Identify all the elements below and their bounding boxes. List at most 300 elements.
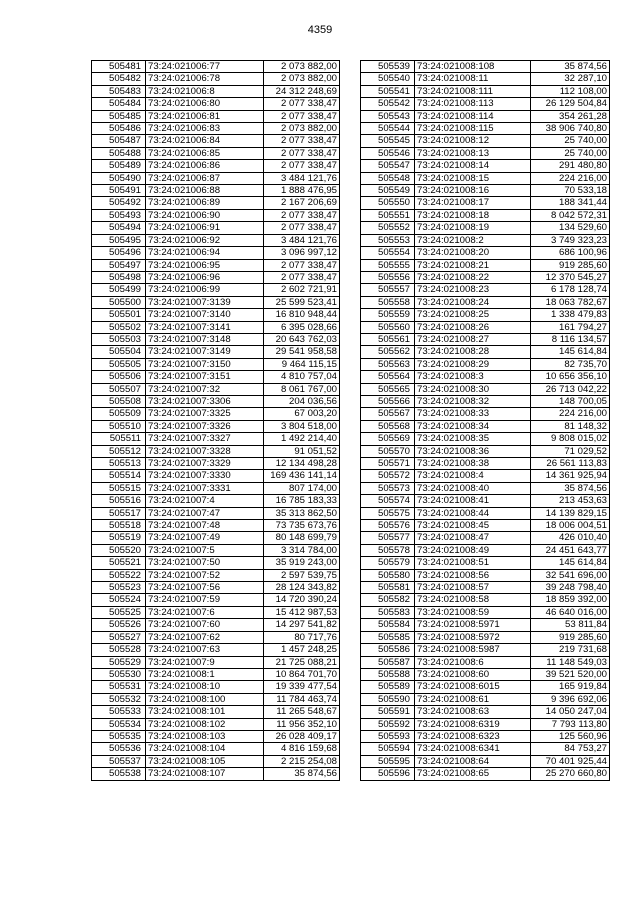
table-row bbox=[92, 606, 340, 618]
table-row bbox=[92, 358, 340, 370]
table-row bbox=[92, 395, 340, 407]
row-number-cell: 505585 bbox=[361, 631, 415, 643]
row-number-cell: 505567 bbox=[361, 408, 415, 420]
row-number-cell: 505550 bbox=[361, 197, 415, 209]
value-cell: 8 116 134,57 bbox=[531, 333, 610, 345]
cadastral-number-cell: 73:24:021006:84 bbox=[146, 135, 264, 147]
table-row bbox=[361, 445, 610, 457]
row-number-cell: 505582 bbox=[361, 594, 415, 606]
row-number-cell: 505569 bbox=[361, 433, 415, 445]
value-cell: 38 906 740,80 bbox=[531, 123, 610, 135]
cadastral-table-left bbox=[91, 60, 340, 781]
table-row bbox=[361, 61, 610, 73]
table-row bbox=[361, 520, 610, 532]
value-cell: 8 061 767,00 bbox=[264, 383, 340, 395]
row-number-cell: 505576 bbox=[361, 520, 415, 532]
cadastral-number-cell: 73:24:021008:63 bbox=[415, 706, 531, 718]
table-row bbox=[92, 321, 340, 333]
row-number-cell: 505534 bbox=[92, 718, 146, 730]
table-row bbox=[92, 755, 340, 767]
table-row bbox=[361, 395, 610, 407]
cadastral-number-cell: 73:24:021008:11 bbox=[415, 73, 531, 85]
row-number-cell: 505521 bbox=[92, 557, 146, 569]
value-cell: 125 560,96 bbox=[531, 730, 610, 742]
value-cell: 24 451 643,77 bbox=[531, 544, 610, 556]
table-row bbox=[92, 73, 340, 85]
cadastral-number-cell: 73:24:021007:32 bbox=[146, 383, 264, 395]
value-cell: 213 453,63 bbox=[531, 495, 610, 507]
value-cell: 148 700,05 bbox=[531, 395, 610, 407]
cadastral-number-cell: 73:24:021007:3150 bbox=[146, 358, 264, 370]
table-row bbox=[361, 98, 610, 110]
row-number-cell: 505593 bbox=[361, 730, 415, 742]
value-cell: 2 077 338,47 bbox=[264, 98, 340, 110]
row-number-cell: 505558 bbox=[361, 296, 415, 308]
row-number-cell: 505529 bbox=[92, 656, 146, 668]
row-number-cell: 505542 bbox=[361, 98, 415, 110]
cadastral-number-cell: 73:24:021007:3139 bbox=[146, 296, 264, 308]
cadastral-number-cell: 73:24:021007:9 bbox=[146, 656, 264, 668]
row-number-cell: 505533 bbox=[92, 706, 146, 718]
cadastral-number-cell: 73:24:021008:12 bbox=[415, 135, 531, 147]
cadastral-number-cell: 73:24:021006:91 bbox=[146, 222, 264, 234]
value-cell: 3 804 518,00 bbox=[264, 420, 340, 432]
cadastral-number-cell: 73:24:021007:3140 bbox=[146, 309, 264, 321]
value-cell: 1 338 479,83 bbox=[531, 309, 610, 321]
value-cell: 26 129 504,84 bbox=[531, 98, 610, 110]
cadastral-number-cell: 73:24:021008:47 bbox=[415, 532, 531, 544]
value-cell: 35 874,56 bbox=[531, 61, 610, 73]
value-cell: 204 036,56 bbox=[264, 395, 340, 407]
cadastral-number-cell: 73:24:021007:3325 bbox=[146, 408, 264, 420]
cadastral-number-cell: 73:24:021008:49 bbox=[415, 544, 531, 556]
cadastral-number-cell: 73:24:021007:3148 bbox=[146, 333, 264, 345]
table-row bbox=[361, 582, 610, 594]
cadastral-number-cell: 73:24:021008:64 bbox=[415, 755, 531, 767]
table-row bbox=[361, 743, 610, 755]
cadastral-number-cell: 73:24:021008:15 bbox=[415, 172, 531, 184]
cadastral-number-cell: 73:24:021008:45 bbox=[415, 520, 531, 532]
row-number-cell: 505566 bbox=[361, 395, 415, 407]
value-cell: 8 042 572,31 bbox=[531, 209, 610, 221]
cadastral-number-cell: 73:24:021008:25 bbox=[415, 309, 531, 321]
value-cell: 35 313 862,50 bbox=[264, 507, 340, 519]
table-row bbox=[361, 197, 610, 209]
value-cell: 15 412 987,53 bbox=[264, 606, 340, 618]
row-number-cell: 505510 bbox=[92, 420, 146, 432]
table-row bbox=[92, 445, 340, 457]
row-number-cell: 505517 bbox=[92, 507, 146, 519]
table-row bbox=[361, 234, 610, 246]
value-cell: 35 874,56 bbox=[264, 768, 340, 780]
value-cell: 7 793 113,80 bbox=[531, 718, 610, 730]
row-number-cell: 505484 bbox=[92, 98, 146, 110]
row-number-cell: 505520 bbox=[92, 544, 146, 556]
table-row bbox=[92, 507, 340, 519]
value-cell: 16 810 948,44 bbox=[264, 309, 340, 321]
value-cell: 2 077 338,47 bbox=[264, 135, 340, 147]
value-cell: 224 216,00 bbox=[531, 408, 610, 420]
table-row bbox=[92, 222, 340, 234]
value-cell: 112 108,00 bbox=[531, 85, 610, 97]
table-row bbox=[92, 333, 340, 345]
cadastral-number-cell: 73:24:021007:5 bbox=[146, 544, 264, 556]
value-cell: 12 370 545,27 bbox=[531, 271, 610, 283]
row-number-cell: 505482 bbox=[92, 73, 146, 85]
row-number-cell: 505502 bbox=[92, 321, 146, 333]
cadastral-number-cell: 73:24:021008:24 bbox=[415, 296, 531, 308]
cadastral-number-cell: 73:24:021008:6323 bbox=[415, 730, 531, 742]
table-row bbox=[361, 730, 610, 742]
table-row bbox=[361, 185, 610, 197]
row-number-cell: 505537 bbox=[92, 755, 146, 767]
cadastral-number-cell: 73:24:021008:114 bbox=[415, 110, 531, 122]
cadastral-number-cell: 73:24:021008:59 bbox=[415, 606, 531, 618]
table-row bbox=[92, 470, 340, 482]
table-row bbox=[361, 458, 610, 470]
table-row bbox=[92, 160, 340, 172]
value-cell: 70 401 925,44 bbox=[531, 755, 610, 767]
row-number-cell: 505488 bbox=[92, 147, 146, 159]
table-row bbox=[361, 259, 610, 271]
cadastral-number-cell: 73:24:021008:21 bbox=[415, 259, 531, 271]
value-cell: 10 656 356,10 bbox=[531, 371, 610, 383]
value-cell: 21 725 088,21 bbox=[264, 656, 340, 668]
cadastral-number-cell: 73:24:021008:44 bbox=[415, 507, 531, 519]
cadastral-number-cell: 73:24:021007:3329 bbox=[146, 458, 264, 470]
cadastral-number-cell: 73:24:021008:5971 bbox=[415, 619, 531, 631]
value-cell: 70 533,18 bbox=[531, 185, 610, 197]
row-number-cell: 505586 bbox=[361, 644, 415, 656]
value-cell: 18 063 782,67 bbox=[531, 296, 610, 308]
cadastral-number-cell: 73:24:021007:6 bbox=[146, 606, 264, 618]
row-number-cell: 505483 bbox=[92, 85, 146, 97]
table-row bbox=[361, 358, 610, 370]
value-cell: 11 265 548,67 bbox=[264, 706, 340, 718]
row-number-cell: 505578 bbox=[361, 544, 415, 556]
cadastral-number-cell: 73:24:021007:3149 bbox=[146, 346, 264, 358]
row-number-cell: 505491 bbox=[92, 185, 146, 197]
value-cell: 4 810 757,04 bbox=[264, 371, 340, 383]
cadastral-number-cell: 73:24:021008:34 bbox=[415, 420, 531, 432]
cadastral-number-cell: 73:24:021007:3141 bbox=[146, 321, 264, 333]
table-row bbox=[92, 433, 340, 445]
value-cell: 9 464 115,15 bbox=[264, 358, 340, 370]
table-row bbox=[92, 693, 340, 705]
row-number-cell: 505563 bbox=[361, 358, 415, 370]
value-cell: 28 124 343,82 bbox=[264, 582, 340, 594]
cadastral-number-cell: 73:24:021007:50 bbox=[146, 557, 264, 569]
value-cell: 10 864 701,70 bbox=[264, 668, 340, 680]
row-number-cell: 505565 bbox=[361, 383, 415, 395]
row-number-cell: 505535 bbox=[92, 730, 146, 742]
table-row bbox=[361, 631, 610, 643]
row-number-cell: 505595 bbox=[361, 755, 415, 767]
table-row bbox=[92, 730, 340, 742]
value-cell: 25 740,00 bbox=[531, 147, 610, 159]
row-number-cell: 505596 bbox=[361, 768, 415, 780]
table-row bbox=[361, 619, 610, 631]
cadastral-number-cell: 73:24:021007:3151 bbox=[146, 371, 264, 383]
row-number-cell: 505487 bbox=[92, 135, 146, 147]
row-number-cell: 505536 bbox=[92, 743, 146, 755]
cadastral-number-cell: 73:24:021008:17 bbox=[415, 197, 531, 209]
row-number-cell: 505544 bbox=[361, 123, 415, 135]
row-number-cell: 505555 bbox=[361, 259, 415, 271]
value-cell: 9 396 692,06 bbox=[531, 693, 610, 705]
value-cell: 224 216,00 bbox=[531, 172, 610, 184]
table-row bbox=[92, 296, 340, 308]
table-row bbox=[92, 147, 340, 159]
row-number-cell: 505564 bbox=[361, 371, 415, 383]
cadastral-number-cell: 73:24:021007:3330 bbox=[146, 470, 264, 482]
row-number-cell: 505574 bbox=[361, 495, 415, 507]
row-number-cell: 505489 bbox=[92, 160, 146, 172]
row-number-cell: 505589 bbox=[361, 681, 415, 693]
cadastral-number-cell: 73:24:021008:20 bbox=[415, 247, 531, 259]
row-number-cell: 505575 bbox=[361, 507, 415, 519]
table-row bbox=[361, 371, 610, 383]
cadastral-number-cell: 73:24:021008:6341 bbox=[415, 743, 531, 755]
row-number-cell: 505493 bbox=[92, 209, 146, 221]
value-cell: 91 051,52 bbox=[264, 445, 340, 457]
value-cell: 2 073 882,00 bbox=[264, 61, 340, 73]
table-row bbox=[92, 234, 340, 246]
cadastral-number-cell: 73:24:021007:47 bbox=[146, 507, 264, 519]
table-row bbox=[361, 346, 610, 358]
cadastral-number-cell: 73:24:021006:94 bbox=[146, 247, 264, 259]
row-number-cell: 505500 bbox=[92, 296, 146, 308]
table-row bbox=[361, 73, 610, 85]
table-row bbox=[361, 693, 610, 705]
row-number-cell: 505497 bbox=[92, 259, 146, 271]
row-number-cell: 505594 bbox=[361, 743, 415, 755]
row-number-cell: 505490 bbox=[92, 172, 146, 184]
cadastral-number-cell: 73:24:021008:56 bbox=[415, 569, 531, 581]
cadastral-number-cell: 73:24:021008:26 bbox=[415, 321, 531, 333]
row-number-cell: 505512 bbox=[92, 445, 146, 457]
cadastral-number-cell: 73:24:021008:28 bbox=[415, 346, 531, 358]
table-row bbox=[92, 644, 340, 656]
row-number-cell: 505568 bbox=[361, 420, 415, 432]
row-number-cell: 505519 bbox=[92, 532, 146, 544]
table-row bbox=[92, 247, 340, 259]
table-row bbox=[92, 718, 340, 730]
value-cell: 71 029,52 bbox=[531, 445, 610, 457]
row-number-cell: 505587 bbox=[361, 656, 415, 668]
value-cell: 25 740,00 bbox=[531, 135, 610, 147]
row-number-cell: 505553 bbox=[361, 234, 415, 246]
table-row bbox=[361, 172, 610, 184]
row-number-cell: 505572 bbox=[361, 470, 415, 482]
row-number-cell: 505504 bbox=[92, 346, 146, 358]
row-number-cell: 505545 bbox=[361, 135, 415, 147]
cadastral-number-cell: 73:24:021008:104 bbox=[146, 743, 264, 755]
value-cell: 3 484 121,76 bbox=[264, 234, 340, 246]
table-row bbox=[361, 557, 610, 569]
value-cell: 19 339 477,54 bbox=[264, 681, 340, 693]
value-cell: 26 028 409,17 bbox=[264, 730, 340, 742]
row-number-cell: 505505 bbox=[92, 358, 146, 370]
cadastral-number-cell: 73:24:021008:107 bbox=[146, 768, 264, 780]
cadastral-number-cell: 73:24:021008:23 bbox=[415, 284, 531, 296]
table-row bbox=[361, 296, 610, 308]
cadastral-number-cell: 73:24:021008:3 bbox=[415, 371, 531, 383]
row-number-cell: 505557 bbox=[361, 284, 415, 296]
table-row bbox=[361, 507, 610, 519]
row-number-cell: 505522 bbox=[92, 569, 146, 581]
table-row bbox=[92, 209, 340, 221]
row-number-cell: 505527 bbox=[92, 631, 146, 643]
table-row bbox=[361, 420, 610, 432]
value-cell: 14 139 829,15 bbox=[531, 507, 610, 519]
table-row bbox=[92, 495, 340, 507]
value-cell: 2 077 338,47 bbox=[264, 209, 340, 221]
cadastral-number-cell: 73:24:021007:3331 bbox=[146, 482, 264, 494]
cadastral-number-cell: 73:24:021008:33 bbox=[415, 408, 531, 420]
row-number-cell: 505492 bbox=[92, 197, 146, 209]
row-number-cell: 505552 bbox=[361, 222, 415, 234]
value-cell: 134 529,60 bbox=[531, 222, 610, 234]
cadastral-number-cell: 73:24:021006:80 bbox=[146, 98, 264, 110]
table-row bbox=[92, 557, 340, 569]
value-cell: 2 077 338,47 bbox=[264, 222, 340, 234]
cadastral-number-cell: 73:24:021008:6015 bbox=[415, 681, 531, 693]
value-cell: 29 541 958,58 bbox=[264, 346, 340, 358]
table-row bbox=[361, 482, 610, 494]
value-cell: 1 457 248,25 bbox=[264, 644, 340, 656]
value-cell: 18 859 392,00 bbox=[531, 594, 610, 606]
row-number-cell: 505531 bbox=[92, 681, 146, 693]
row-number-cell: 505561 bbox=[361, 333, 415, 345]
cadastral-number-cell: 73:24:021006:77 bbox=[146, 61, 264, 73]
cadastral-number-cell: 73:24:021008:113 bbox=[415, 98, 531, 110]
value-cell: 12 134 498,28 bbox=[264, 458, 340, 470]
value-cell: 1 492 214,40 bbox=[264, 433, 340, 445]
table-row bbox=[361, 135, 610, 147]
cadastral-number-cell: 73:24:021007:62 bbox=[146, 631, 264, 643]
table-row bbox=[92, 284, 340, 296]
table-row bbox=[361, 644, 610, 656]
table-row bbox=[361, 768, 610, 780]
value-cell: 25 599 523,41 bbox=[264, 296, 340, 308]
cadastral-number-cell: 73:24:021007:52 bbox=[146, 569, 264, 581]
row-number-cell: 505511 bbox=[92, 433, 146, 445]
cadastral-number-cell: 73:24:021008:10 bbox=[146, 681, 264, 693]
table-row bbox=[92, 582, 340, 594]
cadastral-number-cell: 73:24:021006:78 bbox=[146, 73, 264, 85]
table-row bbox=[92, 743, 340, 755]
value-cell: 919 285,60 bbox=[531, 631, 610, 643]
row-number-cell: 505548 bbox=[361, 172, 415, 184]
value-cell: 14 720 390,24 bbox=[264, 594, 340, 606]
table-row bbox=[92, 631, 340, 643]
row-number-cell: 505580 bbox=[361, 569, 415, 581]
table-row bbox=[92, 458, 340, 470]
row-number-cell: 505562 bbox=[361, 346, 415, 358]
page-number: 4359 bbox=[307, 24, 333, 36]
cadastral-number-cell: 73:24:021008:2 bbox=[415, 234, 531, 246]
value-cell: 2 077 338,47 bbox=[264, 259, 340, 271]
cadastral-number-cell: 73:24:021008:35 bbox=[415, 433, 531, 445]
value-cell: 3 749 323,23 bbox=[531, 234, 610, 246]
row-number-cell: 505481 bbox=[92, 61, 146, 73]
cadastral-number-cell: 73:24:021007:56 bbox=[146, 582, 264, 594]
value-cell: 35 874,56 bbox=[531, 482, 610, 494]
row-number-cell: 505495 bbox=[92, 234, 146, 246]
table-row bbox=[361, 755, 610, 767]
value-cell: 3 314 784,00 bbox=[264, 544, 340, 556]
cadastral-number-cell: 73:24:021008:29 bbox=[415, 358, 531, 370]
table-row bbox=[92, 185, 340, 197]
value-cell: 6 395 028,66 bbox=[264, 321, 340, 333]
table-row bbox=[92, 532, 340, 544]
value-cell: 2 073 882,00 bbox=[264, 73, 340, 85]
value-cell: 14 361 925,94 bbox=[531, 470, 610, 482]
cadastral-number-cell: 73:24:021007:3328 bbox=[146, 445, 264, 457]
table-row bbox=[92, 85, 340, 97]
table-row bbox=[92, 656, 340, 668]
row-number-cell: 505571 bbox=[361, 458, 415, 470]
cadastral-number-cell: 73:24:021006:88 bbox=[146, 185, 264, 197]
value-cell: 165 919,84 bbox=[531, 681, 610, 693]
cadastral-number-cell: 73:24:021008:14 bbox=[415, 160, 531, 172]
value-cell: 32 541 696,00 bbox=[531, 569, 610, 581]
value-cell: 145 614,84 bbox=[531, 346, 610, 358]
row-number-cell: 505509 bbox=[92, 408, 146, 420]
value-cell: 80 717,76 bbox=[264, 631, 340, 643]
table-row bbox=[361, 569, 610, 581]
table-row bbox=[92, 420, 340, 432]
row-number-cell: 505554 bbox=[361, 247, 415, 259]
table-row bbox=[361, 718, 610, 730]
cadastral-number-cell: 73:24:021008:100 bbox=[146, 693, 264, 705]
table-row bbox=[92, 768, 340, 780]
row-number-cell: 505528 bbox=[92, 644, 146, 656]
table-row bbox=[361, 470, 610, 482]
cadastral-number-cell: 73:24:021008:1 bbox=[146, 668, 264, 680]
table-row bbox=[361, 85, 610, 97]
row-number-cell: 505486 bbox=[92, 123, 146, 135]
value-cell: 18 006 004,51 bbox=[531, 520, 610, 532]
row-number-cell: 505525 bbox=[92, 606, 146, 618]
value-cell: 807 174,00 bbox=[264, 482, 340, 494]
cadastral-number-cell: 73:24:021008:6 bbox=[415, 656, 531, 668]
value-cell: 2 597 539,75 bbox=[264, 569, 340, 581]
row-number-cell: 505538 bbox=[92, 768, 146, 780]
row-number-cell: 505551 bbox=[361, 209, 415, 221]
table-row bbox=[361, 123, 610, 135]
value-cell: 426 010,40 bbox=[531, 532, 610, 544]
cadastral-number-cell: 73:24:021006:87 bbox=[146, 172, 264, 184]
cadastral-number-cell: 73:24:021008:61 bbox=[415, 693, 531, 705]
cadastral-number-cell: 73:24:021008:102 bbox=[146, 718, 264, 730]
cadastral-number-cell: 73:24:021006:83 bbox=[146, 123, 264, 135]
cadastral-number-cell: 73:24:021006:86 bbox=[146, 160, 264, 172]
row-number-cell: 505591 bbox=[361, 706, 415, 718]
cadastral-number-cell: 73:24:021008:101 bbox=[146, 706, 264, 718]
table-row bbox=[361, 433, 610, 445]
value-cell: 2 077 338,47 bbox=[264, 147, 340, 159]
value-cell: 1 888 476,95 bbox=[264, 185, 340, 197]
value-cell: 354 261,28 bbox=[531, 110, 610, 122]
cadastral-number-cell: 73:24:021008:5972 bbox=[415, 631, 531, 643]
row-number-cell: 505506 bbox=[92, 371, 146, 383]
table-row bbox=[92, 172, 340, 184]
cadastral-number-cell: 73:24:021007:48 bbox=[146, 520, 264, 532]
cadastral-number-cell: 73:24:021007:4 bbox=[146, 495, 264, 507]
table-row bbox=[361, 309, 610, 321]
